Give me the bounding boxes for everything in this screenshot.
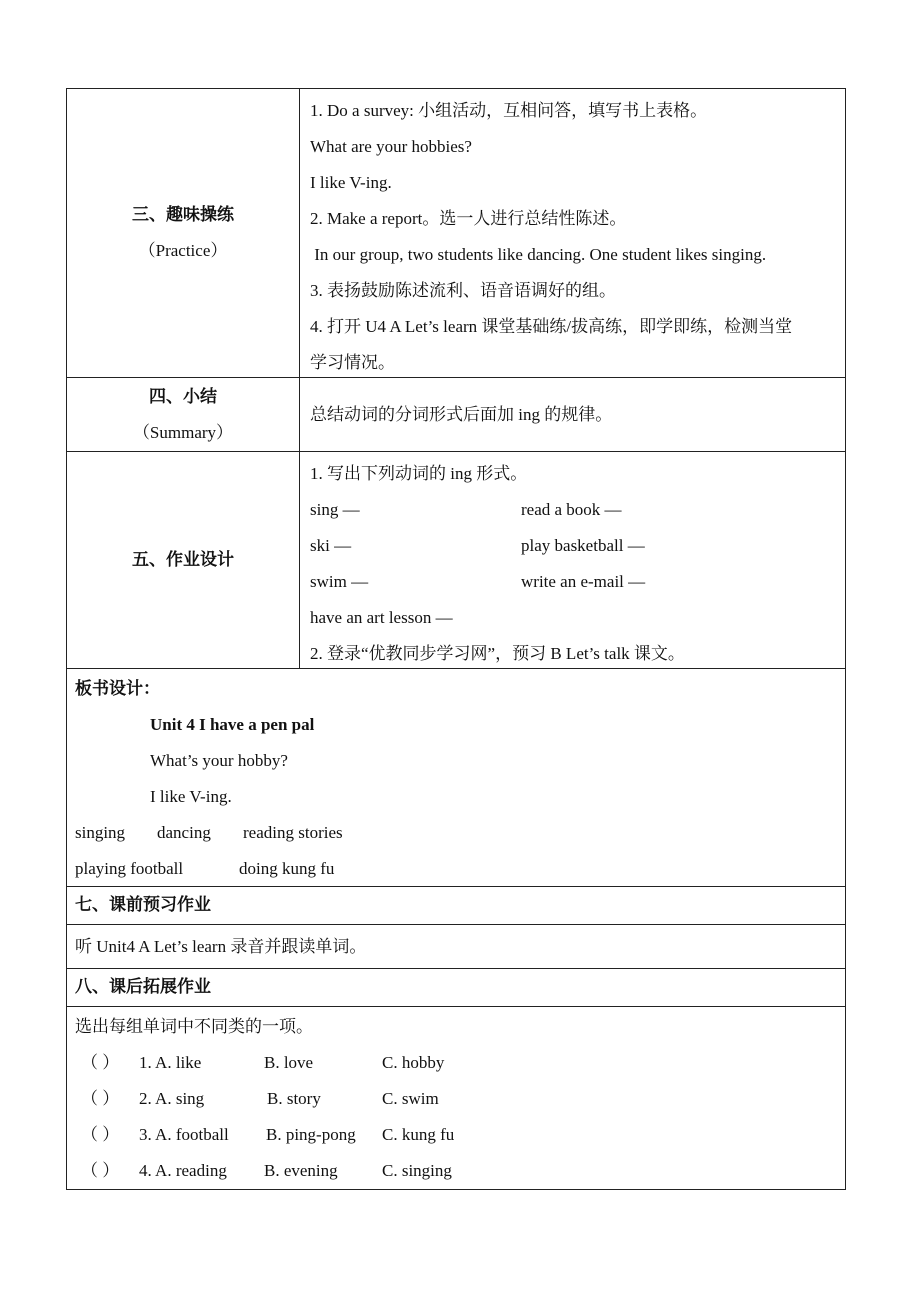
practice-title: 三、趣味操练 [132,205,234,224]
practice-line: In our group, two students like dancing. One student likes singing. [310,245,767,264]
summary-row [66,378,846,452]
homework-item: have an art lesson — [310,608,453,627]
homework-content-cell [300,452,845,668]
summary-text: 总结动词的分词形式后面加 ing 的规律。 [310,404,613,424]
question-option-a: 1. A. like [139,1053,202,1072]
homework-title: 五、作业设计 [132,550,234,569]
practice-row [66,88,846,378]
question-row [75,1081,845,1117]
question-option-a: 3. A. football [139,1125,229,1144]
homework-note: 2. 登录“优教同步学习网”，预习 B Let’s talk 课文。 [310,644,685,663]
question-row [75,1153,845,1189]
practice-line: 学习情况。 [310,353,395,372]
board-words-row [75,851,845,887]
answer-bracket[interactable]: （ ） [81,1089,120,1108]
question-option-b: B. story [267,1089,321,1108]
summary-subtitle: （Summary） [132,422,234,442]
homework-item: sing — [310,500,360,519]
board-words-row [75,815,845,851]
board-heading: 板书设计： [75,679,160,698]
question-row [75,1045,845,1081]
board-answer: I like V-ing. [150,787,232,806]
practice-line: 4. 打开 U4 A Let’s learn 课堂基础练/拔高练，即学即练，检测当堂 [310,317,793,336]
practice-subtitle: （Practice） [138,241,228,260]
homework-label-cell [67,452,300,668]
extension-content-row [66,1007,846,1190]
preview-heading-row [66,887,846,925]
question-option-c: C. hobby [382,1053,445,1072]
question-option-b: B. evening [264,1161,338,1180]
answer-bracket[interactable]: （ ） [81,1125,120,1144]
question-option-b: B. love [264,1053,314,1072]
board-word: dancing [157,823,211,842]
homework-pair [310,492,845,528]
board-word: playing football [75,859,184,878]
lesson-plan-table [66,88,846,1190]
practice-content-cell [300,89,845,377]
question-option-a: 4. A. reading [139,1161,227,1180]
homework-item: read a book — [521,500,622,519]
practice-line: 1. Do a survey: 小组活动，互相问答，填写书上表格。 [310,101,708,120]
homework-item: swim — [310,572,369,591]
practice-line: 2. Make a report。选一人进行总结性陈述。 [310,209,627,228]
question-option-b: B. ping-pong [266,1125,356,1144]
practice-line: I like V-ing. [310,173,392,192]
board-word: singing [75,823,126,842]
practice-line: 3. 表扬鼓励陈述流利、语音语调好的组。 [310,281,616,300]
summary-content-cell [300,378,845,451]
preview-text: 听 Unit4 A Let’s learn 录音并跟读单词。 [75,937,367,956]
question-option-c: C. swim [382,1089,439,1108]
practice-label-cell [67,89,300,377]
board-unit-title: Unit 4 I have a pen pal [150,715,315,734]
homework-intro: 1. 写出下列动词的 ing 形式。 [310,464,528,483]
board-word: reading stories [243,823,343,842]
extension-instruction: 选出每组单词中不同类的一项。 [75,1017,313,1036]
homework-item: ski — [310,536,352,555]
practice-line: What are your hobbies? [310,137,472,156]
homework-pair [310,528,845,564]
question-row [75,1117,845,1153]
question-option-c: C. singing [382,1161,452,1180]
extension-heading: 八、课后拓展作业 [75,977,211,996]
summary-label-cell [67,378,300,451]
answer-bracket[interactable]: （ ） [81,1161,120,1180]
homework-row [66,452,846,669]
preview-text-row [66,925,846,969]
board-word: doing kung fu [239,859,335,878]
extension-heading-row [66,969,846,1007]
question-option-a: 2. A. sing [139,1089,205,1108]
question-option-c: C. kung fu [382,1125,455,1144]
board-design-row [66,669,846,887]
answer-bracket[interactable]: （ ） [81,1053,120,1072]
board-question: What’s your hobby? [150,751,288,770]
homework-item: write an e-mail — [521,572,646,591]
summary-title: 四、小结 [149,386,217,406]
homework-pair [310,564,845,600]
preview-heading: 七、课前预习作业 [75,895,211,914]
homework-item: play basketball — [521,536,645,555]
